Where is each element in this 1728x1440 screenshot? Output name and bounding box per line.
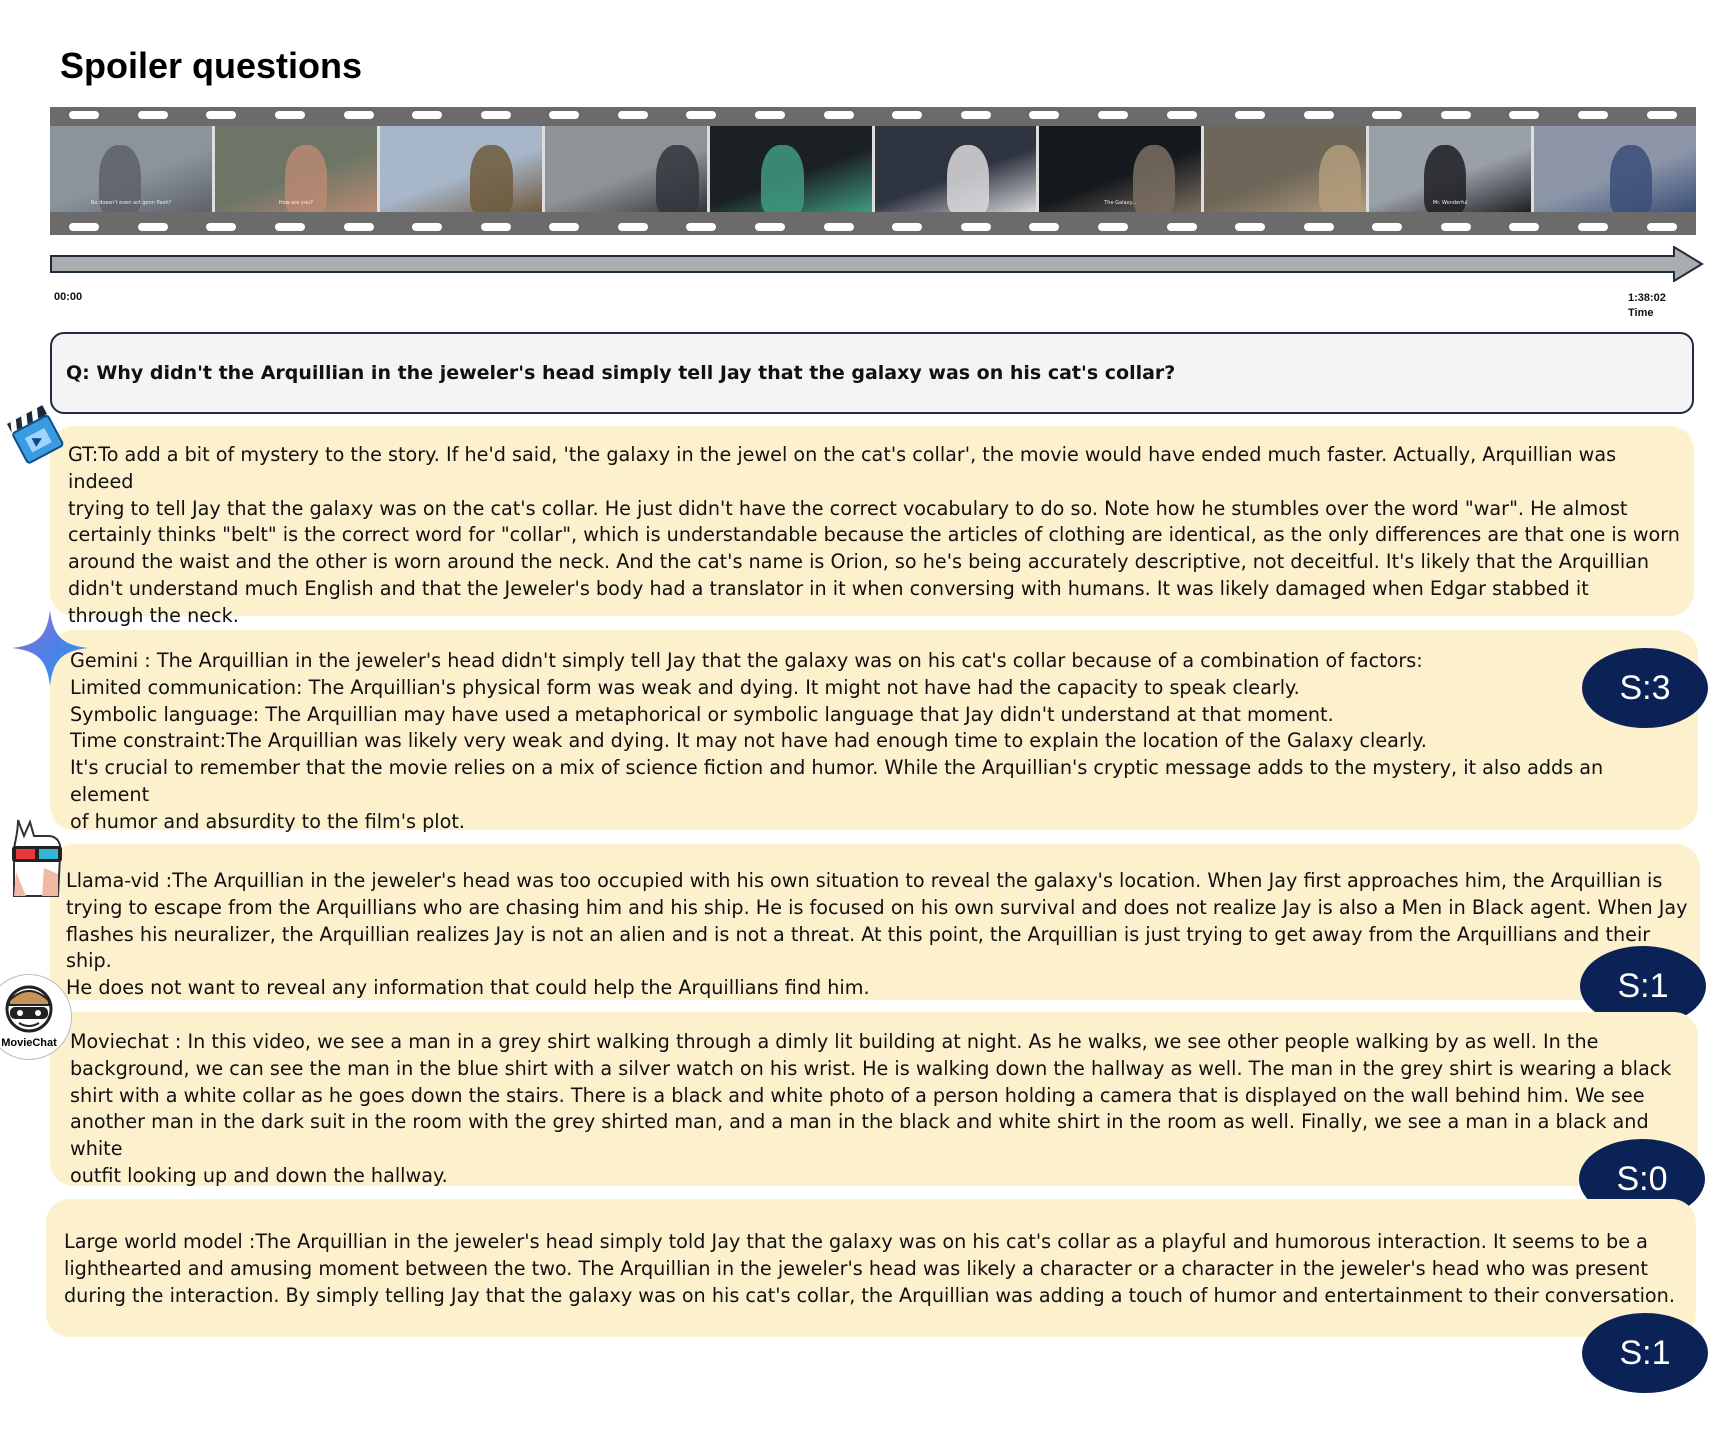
film-perforation — [1304, 223, 1334, 231]
film-frame — [380, 126, 542, 212]
lwm-answer-card — [46, 1199, 1696, 1337]
film-perforation — [481, 111, 511, 119]
film-perforation — [69, 111, 99, 119]
film-perforation — [1509, 223, 1539, 231]
film-perforation — [618, 223, 648, 231]
lwm-answer-line: during the interaction. By simply telling Jay that the galaxy was on his cat's collar, the Arquillian was adding a touch of humor and entertainment to their conversation. — [64, 1283, 1675, 1307]
film-perforation — [1235, 223, 1265, 231]
film-perforation — [1647, 111, 1677, 119]
film-perforation — [206, 111, 236, 119]
film-perforation — [755, 111, 785, 119]
frame-row — [50, 126, 1696, 212]
gt-answer-line: around the waist and the other is worn around the neck. And the cat's name is Orion, so he's being accurately descriptive, not deceitful. It's likely that the Arquillian — [68, 550, 1650, 574]
film-perforation — [549, 223, 579, 231]
film-perforation — [1235, 111, 1265, 119]
frame-figure — [761, 145, 803, 212]
gt-answer-line: trying to tell Jay that the galaxy was on the cat's collar. He just didn't have the correct vocabulary to do so. Note how he stumbles over the word "war". He almost — [68, 496, 1628, 520]
llamavid-answer-line: Llama-vid :The Arquillian in the jeweler's head was too occupied with his own situation to reveal the galaxy's location. When Jay first approaches him, the Arquillian is — [66, 869, 1663, 892]
film-frame — [1039, 126, 1201, 212]
film-perforation — [1167, 111, 1197, 119]
film-perforation — [1578, 111, 1608, 119]
film-perforation — [1441, 111, 1471, 119]
film-perforation — [618, 111, 648, 119]
llamavid-answer-line: flashes his neuralizer, the Arquillian realizes Jay is not an alien and is not a threat. At this point, the Arquillian is just trying to get away from the Arquillians and their ship. — [66, 922, 1651, 973]
lwm-answer-line: lighthearted and amusing moment between the two. The Arquillian in the jeweler's head was likely a character or a character in the jeweler's head who was present — [64, 1256, 1648, 1280]
gemini-answer-line: Gemini : The Arquillian in the jeweler's head didn't simply tell Jay that the galaxy was on his cat's collar because of a combination of factors: — [70, 649, 1423, 672]
moviechat-answer-line: another man in the dark suit in the room with the grey shirted man, and a man in the black and white shirt in the room as well. Finally, we see a man in a black and white — [70, 1110, 1649, 1161]
film-perforation — [1509, 111, 1539, 119]
gemini-score-badge: S:3 — [1582, 648, 1708, 728]
frame-subtitle: How are you? — [278, 200, 313, 206]
time-end-label — [1628, 291, 1666, 321]
gemini-answer-line: Symbolic language: The Arquillian may have used a metaphorical or symbolic language that Jay didn't understand at that moment. — [70, 702, 1334, 726]
gemini-sparkle-icon — [10, 608, 90, 688]
moviechat-answer-card — [50, 1012, 1698, 1186]
film-perforation — [892, 223, 922, 231]
film-perforation — [206, 223, 236, 231]
film-perforation — [686, 111, 716, 119]
film-perforation — [138, 223, 168, 231]
film-perforation — [961, 223, 991, 231]
frame-subtitle: The Galaxy... — [1104, 200, 1137, 206]
film-perforation — [1304, 111, 1334, 119]
film-perforation — [1029, 223, 1059, 231]
film-perforation — [412, 223, 442, 231]
film-perforation — [1098, 111, 1128, 119]
film-perforation — [686, 223, 716, 231]
moviechat-score-badge: S:0 — [1579, 1139, 1705, 1219]
film-perforation — [138, 111, 168, 119]
film-perforation — [69, 223, 99, 231]
gemini-answer-line: Time constraint:The Arquillian was likely very weak and dying. It may not have had enough time to explain the location of the Galaxy clearly. — [70, 729, 1427, 753]
time-end-value: 1:38:02 — [1628, 292, 1666, 304]
film-perforation — [1167, 223, 1197, 231]
gt-answer-line: certainly thinks "belt" is the correct word for "collar", which is understandable because the articles of clothing are identical, as the only differences are that one is worn — [68, 523, 1680, 547]
frame-figure — [1319, 145, 1361, 212]
gt-answer-line: through the neck. — [68, 603, 239, 627]
moviechat-icon-label: MovieChat — [1, 1037, 57, 1049]
gemini-answer-line: of humor and absurdity to the film's plot. — [70, 809, 465, 833]
film-perforation — [1578, 223, 1608, 231]
film-perforation — [824, 223, 854, 231]
film-strip — [50, 107, 1696, 235]
llamavid-answer-card — [50, 844, 1700, 1000]
frame-figure — [947, 145, 989, 212]
question-box: Q: Why didn't the Arquillian in the jeweler's head simply tell Jay that the galaxy was on his cat's collar? — [50, 332, 1694, 414]
moviechat-answer-line: shirt with a white collar as he goes down the stairs. There is a black and white photo of a person holding a camera that is displayed on the wall behind him. We see — [70, 1083, 1645, 1107]
film-frame — [1204, 126, 1366, 212]
film-perforation — [755, 223, 785, 231]
lwm-answer-line: Large world model :The Arquillian in the jeweler's head simply told Jay that the galaxy was on his cat's collar as a playful and humorous interaction. It seems to be a — [64, 1230, 1648, 1253]
frame-subtitle: No doesn't even act gonn flash? — [90, 200, 172, 206]
film-perforation — [481, 223, 511, 231]
film-perforation — [344, 111, 374, 119]
film-perforation — [549, 111, 579, 119]
moviechat-answer-line: outfit looking up and down the hallway. — [70, 1163, 448, 1187]
film-perforation — [1441, 223, 1471, 231]
film-perforation — [824, 111, 854, 119]
film-perforation — [412, 111, 442, 119]
gemini-answer-line: It's crucial to remember that the movie relies on a mix of science fiction and humor. While the Arquillian's cryptic message adds to the mystery, it also adds an element — [70, 756, 1604, 806]
film-frame — [710, 126, 872, 212]
gt-answer-line: didn't understand much English and that the Jeweler's body had a translator in it when conversing with humans. It was likely damaged when Edgar stabbed it — [68, 576, 1589, 600]
film-frame — [545, 126, 707, 212]
gt-answer-line: GT:To add a bit of mystery to the story. If he'd said, 'the galaxy in the jewel on the cat's collar', the movie would have ended much faster. Actually, Arquillian was indeed — [68, 443, 1617, 493]
film-perforation — [1098, 223, 1128, 231]
film-frame — [215, 126, 377, 212]
film-perforation — [1372, 111, 1402, 119]
gt-answer-card — [50, 426, 1694, 627]
llamavid-answer-line: trying to escape from the Arquillians who are chasing him and his ship. He is focused on his own survival and does not realize Jay is also a Men in Black agent. When Jay — [66, 895, 1688, 919]
film-perforation — [275, 111, 305, 119]
frame-figure — [1610, 145, 1652, 212]
llamavid-answer-line: He does not want to reveal any information that could help the Arquillians find him. — [66, 976, 870, 1000]
llamavid-score-badge: S:1 — [1580, 946, 1706, 1026]
time-axis-label: Time — [1628, 307, 1654, 319]
time-start-label: 00:00 — [54, 291, 83, 303]
page-title: Spoiler questions — [60, 45, 363, 86]
film-frame — [1369, 126, 1531, 212]
perforations-top — [50, 110, 1696, 120]
film-perforation — [1647, 223, 1677, 231]
film-perforation — [892, 111, 922, 119]
film-frame — [50, 126, 212, 212]
film-frame — [875, 126, 1037, 212]
lwm-score-badge: S:1 — [1582, 1313, 1708, 1393]
film-frame — [1534, 126, 1696, 212]
frame-subtitle: Mr. Wonderful — [1432, 200, 1468, 206]
frame-figure — [470, 145, 512, 212]
moviechat-answer-line: background, we can see the man in the blue shirt with a silver watch on his wrist. He is walking down the hallway as well. The man in the grey shirt is wearing a black — [70, 1056, 1672, 1080]
film-perforation — [1372, 223, 1402, 231]
film-perforation — [344, 223, 374, 231]
film-perforation — [1029, 111, 1059, 119]
gemini-answer-line: Limited communication: The Arquillian's physical form was weak and dying. It might not have had the capacity to speak clearly. — [70, 675, 1300, 699]
frame-figure — [656, 145, 698, 212]
moviechat-answer-line: Moviechat : In this video, we see a man in a grey shirt walking through a dimly lit building at night. As he walks, we see other people walking by as well. In the — [70, 1030, 1599, 1053]
gemini-answer-card — [50, 630, 1698, 833]
film-perforation — [275, 223, 305, 231]
timeline-arrow — [50, 246, 1710, 282]
film-perforation — [961, 111, 991, 119]
perforations-bottom — [50, 222, 1696, 232]
clapperboard-icon — [6, 403, 64, 465]
llama-icon — [4, 812, 70, 898]
